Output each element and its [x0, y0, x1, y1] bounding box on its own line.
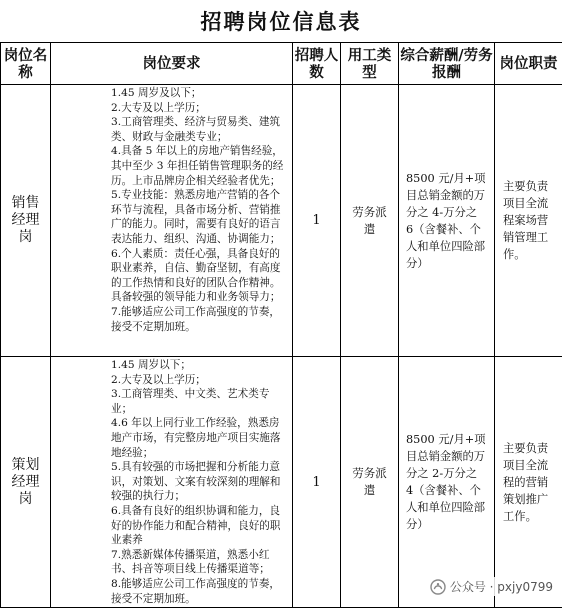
header-duties: 岗位职责: [495, 43, 562, 85]
requirement-item: 3.工商管理类、经济与贸易类、建筑类、财政与金融类专业；: [111, 115, 288, 144]
salary-text: 8500 元/月+项目总销金额的万分之 2-万分之 4（含餐补、个人和单位四险部分）: [399, 357, 495, 608]
requirement-item: 6.具备有良好的组织协调和能力，良好的协作能力和配合精神，良好的职业素养: [111, 504, 288, 548]
requirements-cell: [51, 85, 293, 357]
employment-type: 劳务派遣: [341, 85, 399, 357]
table-row: [1, 85, 562, 357]
employment-type: 劳务派遣: [341, 357, 399, 608]
header-count: 招聘人数: [293, 43, 341, 85]
job-info-table: [0, 42, 562, 608]
requirement-item: 1.45 周岁以下；: [111, 358, 288, 373]
duties-text: 主要负责项目全流程的营销策划推广工作。: [495, 357, 562, 608]
requirement-item: 7.熟悉新媒体传播渠道，熟悉小红书、抖音等项目线上传播渠道等；: [111, 548, 288, 577]
position-name: 销售经理岗: [1, 85, 51, 357]
header-employment-type: 用工类型: [341, 43, 399, 85]
requirement-item: 1.45 周岁及以下；: [111, 86, 288, 101]
requirement-item: 5.专业技能：熟悉房地产营销的各个环节与流程，具备市场分析、营销推广的能力。同时，需要有良好的语言表达能力、组织、沟通、协调能力；: [111, 188, 288, 246]
requirement-item: 5.具有较强的市场把握和分析能力意识，对策划、文案有较深刻的理解和较强的执行力；: [111, 460, 288, 504]
table-title: 招聘岗位信息表: [0, 0, 562, 42]
requirement-item: 8.能够适应公司工作高强度的节奏，接受不定期加班。: [111, 577, 288, 606]
watermark: [427, 577, 556, 596]
position-name: 策划经理岗: [1, 357, 51, 608]
watermark-text: 公众号 · pxjy0799: [450, 578, 553, 595]
hire-count: 1: [293, 357, 341, 608]
duties-text: 主要负责项目全流程案场营销管理工作。: [495, 85, 562, 357]
header-position: 岗位名称: [1, 43, 51, 85]
requirement-item: 2.大专及以上学历；: [111, 101, 288, 116]
table-row: [1, 357, 562, 608]
requirement-item: 6.个人素质：责任心强，具备良好的职业素养，自信、勤奋坚韧，有高度的工作热情和良好的团队合作精神。具备较强的领导能力和业务领导力；: [111, 247, 288, 305]
header-salary: 综合薪酬/劳务报酬: [399, 43, 495, 85]
header-requirements: 岗位要求: [51, 43, 293, 85]
requirement-item: 4.具备 5 年以上的房地产销售经验，其中至少 3 年担任销售管理职务的经历。上市品牌房企相关经验者优先；: [111, 144, 288, 188]
requirements-cell: [51, 357, 293, 608]
wechat-official-account-icon: [430, 579, 446, 595]
requirement-item: 3.工商管理类、中文类、艺术类专业；: [111, 387, 288, 416]
requirement-item: 2.大专及以上学历；: [111, 373, 288, 388]
salary-text: 8500 元/月+项目总销金额的万分之 4-万分之 6（含餐补、个人和单位四险部分）: [399, 85, 495, 357]
hire-count: 1: [293, 85, 341, 357]
requirement-item: 4.6 年以上同行业工作经验，熟悉房地产市场，有完整房地产项目实施落地经验；: [111, 416, 288, 460]
header-row: [1, 43, 562, 85]
requirement-item: 7.能够适应公司工作高强度的节奏，接受不定期加班。: [111, 305, 288, 334]
